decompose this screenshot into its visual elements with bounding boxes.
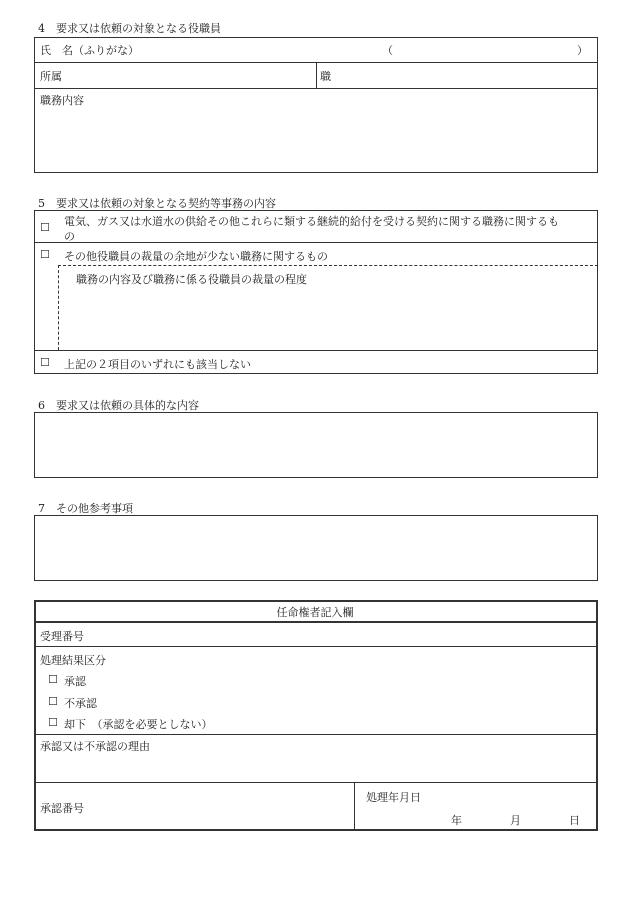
duties-field[interactable] <box>36 108 596 170</box>
section4-heading: 4 要求又は依頼の対象となる役職員 <box>38 22 221 35</box>
date-label: 処理年月日 <box>366 791 421 804</box>
name-label: 氏 名（ふりがな） <box>40 44 139 57</box>
item1-text: 電気、ガス又は水道水の供給その他これらに類する継続的給付を受ける契約に関する職務に関するも <box>64 215 559 228</box>
result-label: 処理結果区分 <box>40 654 106 667</box>
affiliation-field[interactable] <box>70 64 314 86</box>
section7-field[interactable] <box>34 515 598 581</box>
section7-heading: 7 その他参考事項 <box>38 502 133 515</box>
divider <box>34 242 598 243</box>
month-label: 月 <box>510 814 521 827</box>
item2-sub-field[interactable] <box>62 288 594 346</box>
checkbox-dismiss[interactable]: ☐ <box>48 716 58 729</box>
receipt-no-label: 受理番号 <box>40 630 84 643</box>
divider <box>35 621 597 623</box>
divider <box>316 62 317 88</box>
appointer-title: 任命権者記入欄 <box>276 606 354 619</box>
opt-disapprove-label: 不承認 <box>64 697 97 710</box>
name-field[interactable] <box>150 39 590 61</box>
reason-label: 承認又は不承認の理由 <box>40 740 150 753</box>
checkbox-item3[interactable]: ☐ <box>40 356 50 369</box>
affiliation-label: 所属 <box>40 70 62 83</box>
day-label: 日 <box>569 814 580 827</box>
item2-text: その他役職員の裁量の余地が少ない職務に関するもの <box>64 250 328 263</box>
year-label: 年 <box>451 814 462 827</box>
divider <box>354 782 355 830</box>
divider <box>35 734 597 735</box>
dashed-divider <box>58 265 598 266</box>
divider <box>34 88 598 89</box>
item1-text-cont: の <box>64 230 75 243</box>
item3-text: 上記の２項目のいずれにも該当しない <box>64 358 251 371</box>
divider <box>35 782 597 783</box>
duties-label: 職務内容 <box>40 94 84 107</box>
opt-dismiss-label: 却下 （承認を必要としない） <box>64 718 213 731</box>
position-label: 職 <box>320 70 331 83</box>
approval-no-field[interactable] <box>100 786 350 828</box>
divider <box>35 646 597 647</box>
approval-no-label: 承認番号 <box>40 802 84 815</box>
name-paren-close: ） <box>577 44 588 57</box>
checkbox-disapprove[interactable]: ☐ <box>48 695 58 708</box>
reason-field[interactable] <box>37 754 595 780</box>
divider <box>34 350 598 351</box>
position-field[interactable] <box>340 64 595 86</box>
item2-sub-label: 職務の内容及び職務に係る役職員の裁量の程度 <box>76 273 307 286</box>
name-paren-open: （ <box>382 44 393 57</box>
checkbox-approve[interactable]: ☐ <box>48 673 58 686</box>
section6-field[interactable] <box>34 412 598 478</box>
receipt-no-field[interactable] <box>100 624 594 644</box>
section6-heading: 6 要求又は依頼の具体的な内容 <box>38 399 199 412</box>
dashed-divider <box>58 265 59 350</box>
checkbox-item2[interactable]: ☐ <box>40 248 50 261</box>
date-field[interactable] <box>360 806 594 828</box>
section5-heading: 5 要求又は依頼の対象となる契約等事務の内容 <box>38 197 276 210</box>
checkbox-item1[interactable]: ☐ <box>40 221 50 234</box>
opt-approve-label: 承認 <box>64 675 86 688</box>
